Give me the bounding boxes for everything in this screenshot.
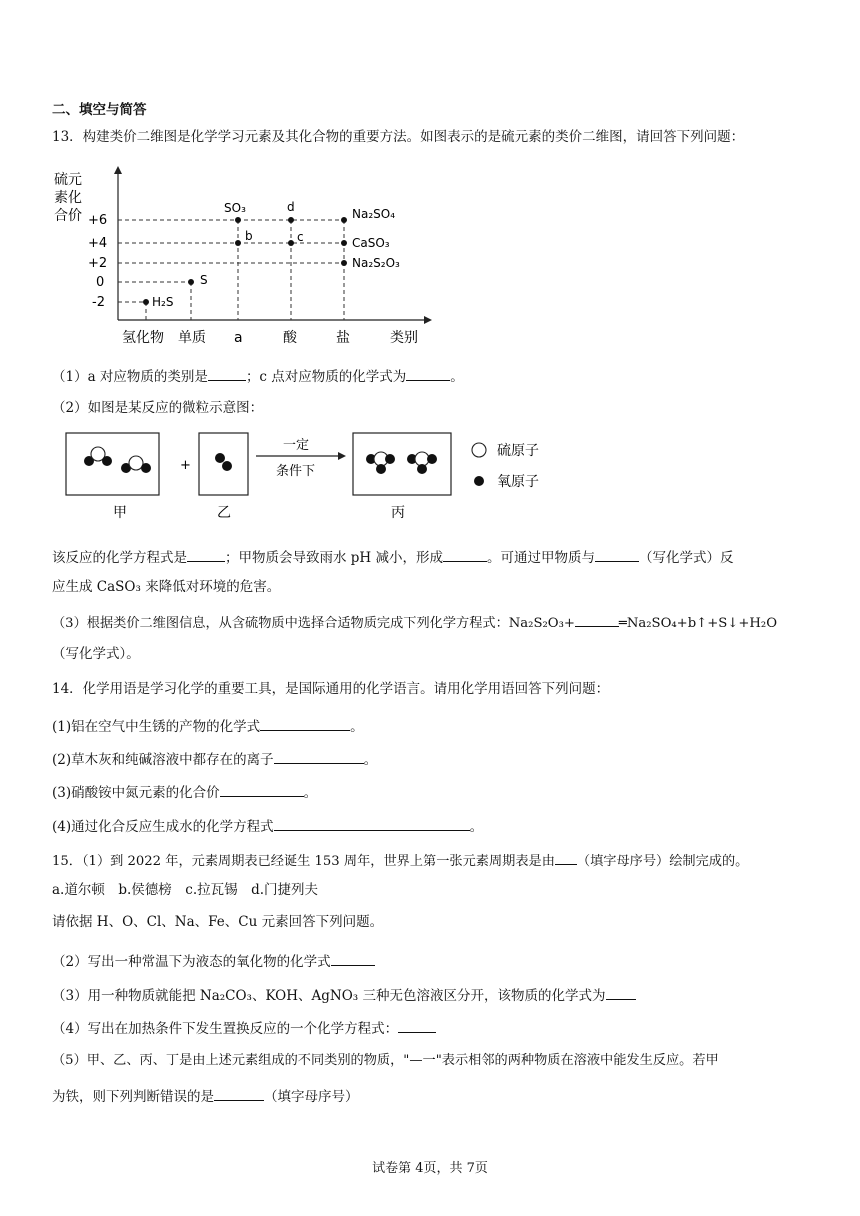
label-bing: 丙 bbox=[391, 505, 405, 521]
q15-sub2-text: （2）写出一种常温下为液态的氧化物的化学式 bbox=[52, 954, 331, 970]
q15-sub2 bbox=[52, 951, 375, 971]
so2-molecule bbox=[84, 447, 112, 466]
q13-line3-b: ；甲物质会导致雨水 pH 减小，形成 bbox=[225, 550, 443, 566]
y-title-3: 合价 bbox=[54, 208, 82, 224]
arrow-head bbox=[338, 452, 346, 460]
point-caso3 bbox=[341, 240, 347, 246]
answer-blank[interactable] bbox=[443, 547, 487, 562]
page-footer: 试卷第 4页，共 7页 bbox=[372, 1161, 488, 1176]
point-d bbox=[288, 217, 294, 223]
q13-sub1-text-a: （1）a 对应物质的类别是 bbox=[52, 369, 208, 385]
answer-blank[interactable] bbox=[187, 547, 225, 562]
q15-stem-b: （填字母序号）绘制完成的。 bbox=[576, 854, 749, 869]
q15-sub5-b: 为铁，则下列判断错误的是 bbox=[52, 1089, 214, 1105]
so3-molecule bbox=[366, 452, 395, 474]
label-caso3: CaSO₃ bbox=[352, 236, 390, 250]
answer-blank[interactable] bbox=[555, 850, 577, 865]
q13-sub3 bbox=[52, 612, 777, 633]
condition-top: 一定 bbox=[283, 438, 310, 453]
q14-stem: 14．化学用语是学习化学的重要工具，是国际通用的化学语言。请用化学用语回答下列问题： bbox=[52, 681, 610, 697]
q13-sub1 bbox=[52, 366, 464, 386]
q15-options: a.道尔顿 b.侯德榜 c.拉瓦锡 d.门捷列夫 bbox=[52, 882, 319, 898]
x-cat-salt: 盐 bbox=[336, 330, 350, 346]
plus-sign: + bbox=[180, 458, 191, 473]
point-so3 bbox=[235, 217, 241, 223]
q15-sub4-text: （4）写出在加热条件下发生置换反应的一个化学方程式： bbox=[52, 1021, 399, 1037]
y-title-2: 素化 bbox=[54, 190, 82, 206]
answer-blank[interactable] bbox=[406, 366, 450, 381]
q14-item2-text: (2)草木灰和纯碱溶液中都存在的离子 bbox=[52, 752, 274, 768]
q15-sub5-line2 bbox=[52, 1086, 359, 1106]
answer-blank[interactable] bbox=[331, 951, 375, 966]
period: 。 bbox=[469, 819, 484, 835]
period: 。 bbox=[350, 719, 364, 735]
q13-line3-a: 该反应的化学方程式是 bbox=[52, 550, 187, 566]
legend-sulfur: 硫原子 bbox=[497, 443, 539, 459]
q15-stem bbox=[52, 850, 748, 871]
section-title: 二、填空与简答 bbox=[52, 102, 147, 118]
q15-sub5-c: （填字母序号） bbox=[264, 1089, 359, 1105]
y-tick-p6: +6 bbox=[88, 213, 108, 228]
point-na2s2o3 bbox=[341, 260, 347, 266]
q14-item1 bbox=[52, 716, 364, 736]
label-b: b bbox=[245, 229, 253, 243]
x-cat-acid: 酸 bbox=[283, 330, 297, 346]
q13-line3-c: 。可通过甲物质与 bbox=[487, 550, 595, 566]
q13-sub3-b: ═Na₂SO₄+b↑+S↓+H₂O bbox=[618, 616, 778, 631]
point-h2s bbox=[143, 299, 149, 305]
label-na2so4: Na₂SO₄ bbox=[352, 207, 396, 221]
box-bing bbox=[353, 433, 451, 495]
q13-sub1-text-c: 。 bbox=[450, 369, 464, 385]
y-tick-0: 0 bbox=[96, 275, 105, 290]
answer-blank[interactable] bbox=[606, 985, 636, 1000]
q15-sub3-text: （3）用一种物质就能把 Na₂CO₃、KOH、AgNO₃ 三种无色溶液区分开，该物质的化学式为 bbox=[52, 988, 606, 1004]
y-tick-p2: +2 bbox=[88, 256, 108, 271]
x-cat-element: 单质 bbox=[178, 330, 206, 346]
sulfur-valence-diagram bbox=[48, 160, 448, 350]
point-c bbox=[288, 240, 294, 246]
point-b bbox=[235, 240, 241, 246]
answer-blank[interactable] bbox=[595, 547, 639, 562]
answer-blank[interactable] bbox=[398, 1018, 436, 1033]
label-yi: 乙 bbox=[217, 505, 231, 521]
q13-line3 bbox=[52, 547, 734, 567]
answer-blank[interactable] bbox=[575, 612, 619, 627]
x-cat-a: a bbox=[234, 330, 243, 346]
answer-blank[interactable] bbox=[274, 749, 364, 764]
oxygen-atom-legend-icon bbox=[474, 476, 484, 486]
x-cat-hydride: 氢化物 bbox=[122, 330, 164, 346]
q15-sub3 bbox=[52, 985, 636, 1005]
point-na2so4 bbox=[341, 217, 347, 223]
q14-item4-text: (4)通过化合反应生成水的化学方程式 bbox=[52, 819, 274, 835]
condition-bottom: 条件下 bbox=[276, 464, 316, 479]
answer-blank[interactable] bbox=[220, 782, 304, 797]
q13-sub3-note: （写化学式）。 bbox=[52, 646, 140, 662]
q14-item3 bbox=[52, 782, 317, 802]
q14-item1-text: (1)铝在空气中生锈的产物的化学式 bbox=[52, 719, 261, 735]
label-s: S bbox=[200, 273, 208, 287]
label-d: d bbox=[287, 200, 295, 214]
legend-oxygen: 氧原子 bbox=[497, 474, 539, 490]
q14-item4 bbox=[52, 816, 483, 836]
answer-blank[interactable] bbox=[260, 716, 350, 731]
q15-intro: 请依据 H、O、Cl、Na、Fe、Cu 元素回答下列问题。 bbox=[52, 914, 384, 930]
q13-line4: 应生成 CaSO₃ 来降低对环境的危害。 bbox=[52, 579, 281, 595]
period: 。 bbox=[303, 785, 318, 801]
q13-sub1-text-b: ；c 点对应物质的化学式为 bbox=[245, 369, 407, 385]
q13-sub2: （2）如图是某反应的微粒示意图： bbox=[52, 400, 264, 416]
x-title: 类别 bbox=[390, 330, 418, 346]
answer-blank[interactable] bbox=[214, 1086, 264, 1101]
so2-molecule bbox=[121, 456, 151, 473]
o2-molecule bbox=[215, 453, 232, 471]
label-h2s: H₂S bbox=[152, 295, 174, 309]
y-tick-p4: +4 bbox=[88, 236, 108, 251]
point-s bbox=[188, 279, 194, 285]
q15-sub5-line1: （5）甲、乙、丙、丁是由上述元素组成的不同类别的物质，"—一"表示相邻的两种物质在溶液中能发生反应。若甲 bbox=[52, 1053, 719, 1068]
so3-molecule bbox=[407, 452, 437, 474]
period: 。 bbox=[363, 752, 378, 768]
x-axis-arrow bbox=[424, 316, 432, 324]
sulfur-atom-legend-icon bbox=[472, 443, 486, 457]
q14-item3-text: (3)硝酸铵中氮元素的化合价 bbox=[52, 785, 220, 801]
y-tick-m2: -2 bbox=[92, 295, 105, 310]
label-na2s2o3: Na₂S₂O₃ bbox=[352, 256, 400, 270]
label-c: c bbox=[297, 230, 304, 244]
y-axis-arrow bbox=[114, 166, 122, 174]
q13-line3-d: （写化学式）反 bbox=[639, 550, 734, 566]
label-so3: SO₃ bbox=[224, 201, 246, 215]
q14-item2 bbox=[52, 749, 377, 769]
y-title-1: 硫元 bbox=[54, 172, 82, 188]
label-jia: 甲 bbox=[113, 505, 127, 521]
q13-stem: 13．构建类价二维图是化学学习元素及其化合物的重要方法。如图表示的是硫元素的类价二维图，请回答下列问题： bbox=[52, 129, 745, 145]
q15-sub4 bbox=[52, 1018, 436, 1038]
answer-blank[interactable] bbox=[274, 816, 470, 831]
answer-blank[interactable] bbox=[208, 366, 246, 381]
q13-sub3-a: （3）根据类价二维图信息，从含硫物质中选择合适物质完成下列化学方程式：Na₂S₂O₃+ bbox=[52, 616, 575, 631]
reaction-particle-diagram bbox=[58, 425, 578, 525]
q15-stem-a: 15．（1）到 2022 年，元素周期表已经诞生 153 周年，世界上第一张元素周期表是由 bbox=[52, 854, 555, 869]
